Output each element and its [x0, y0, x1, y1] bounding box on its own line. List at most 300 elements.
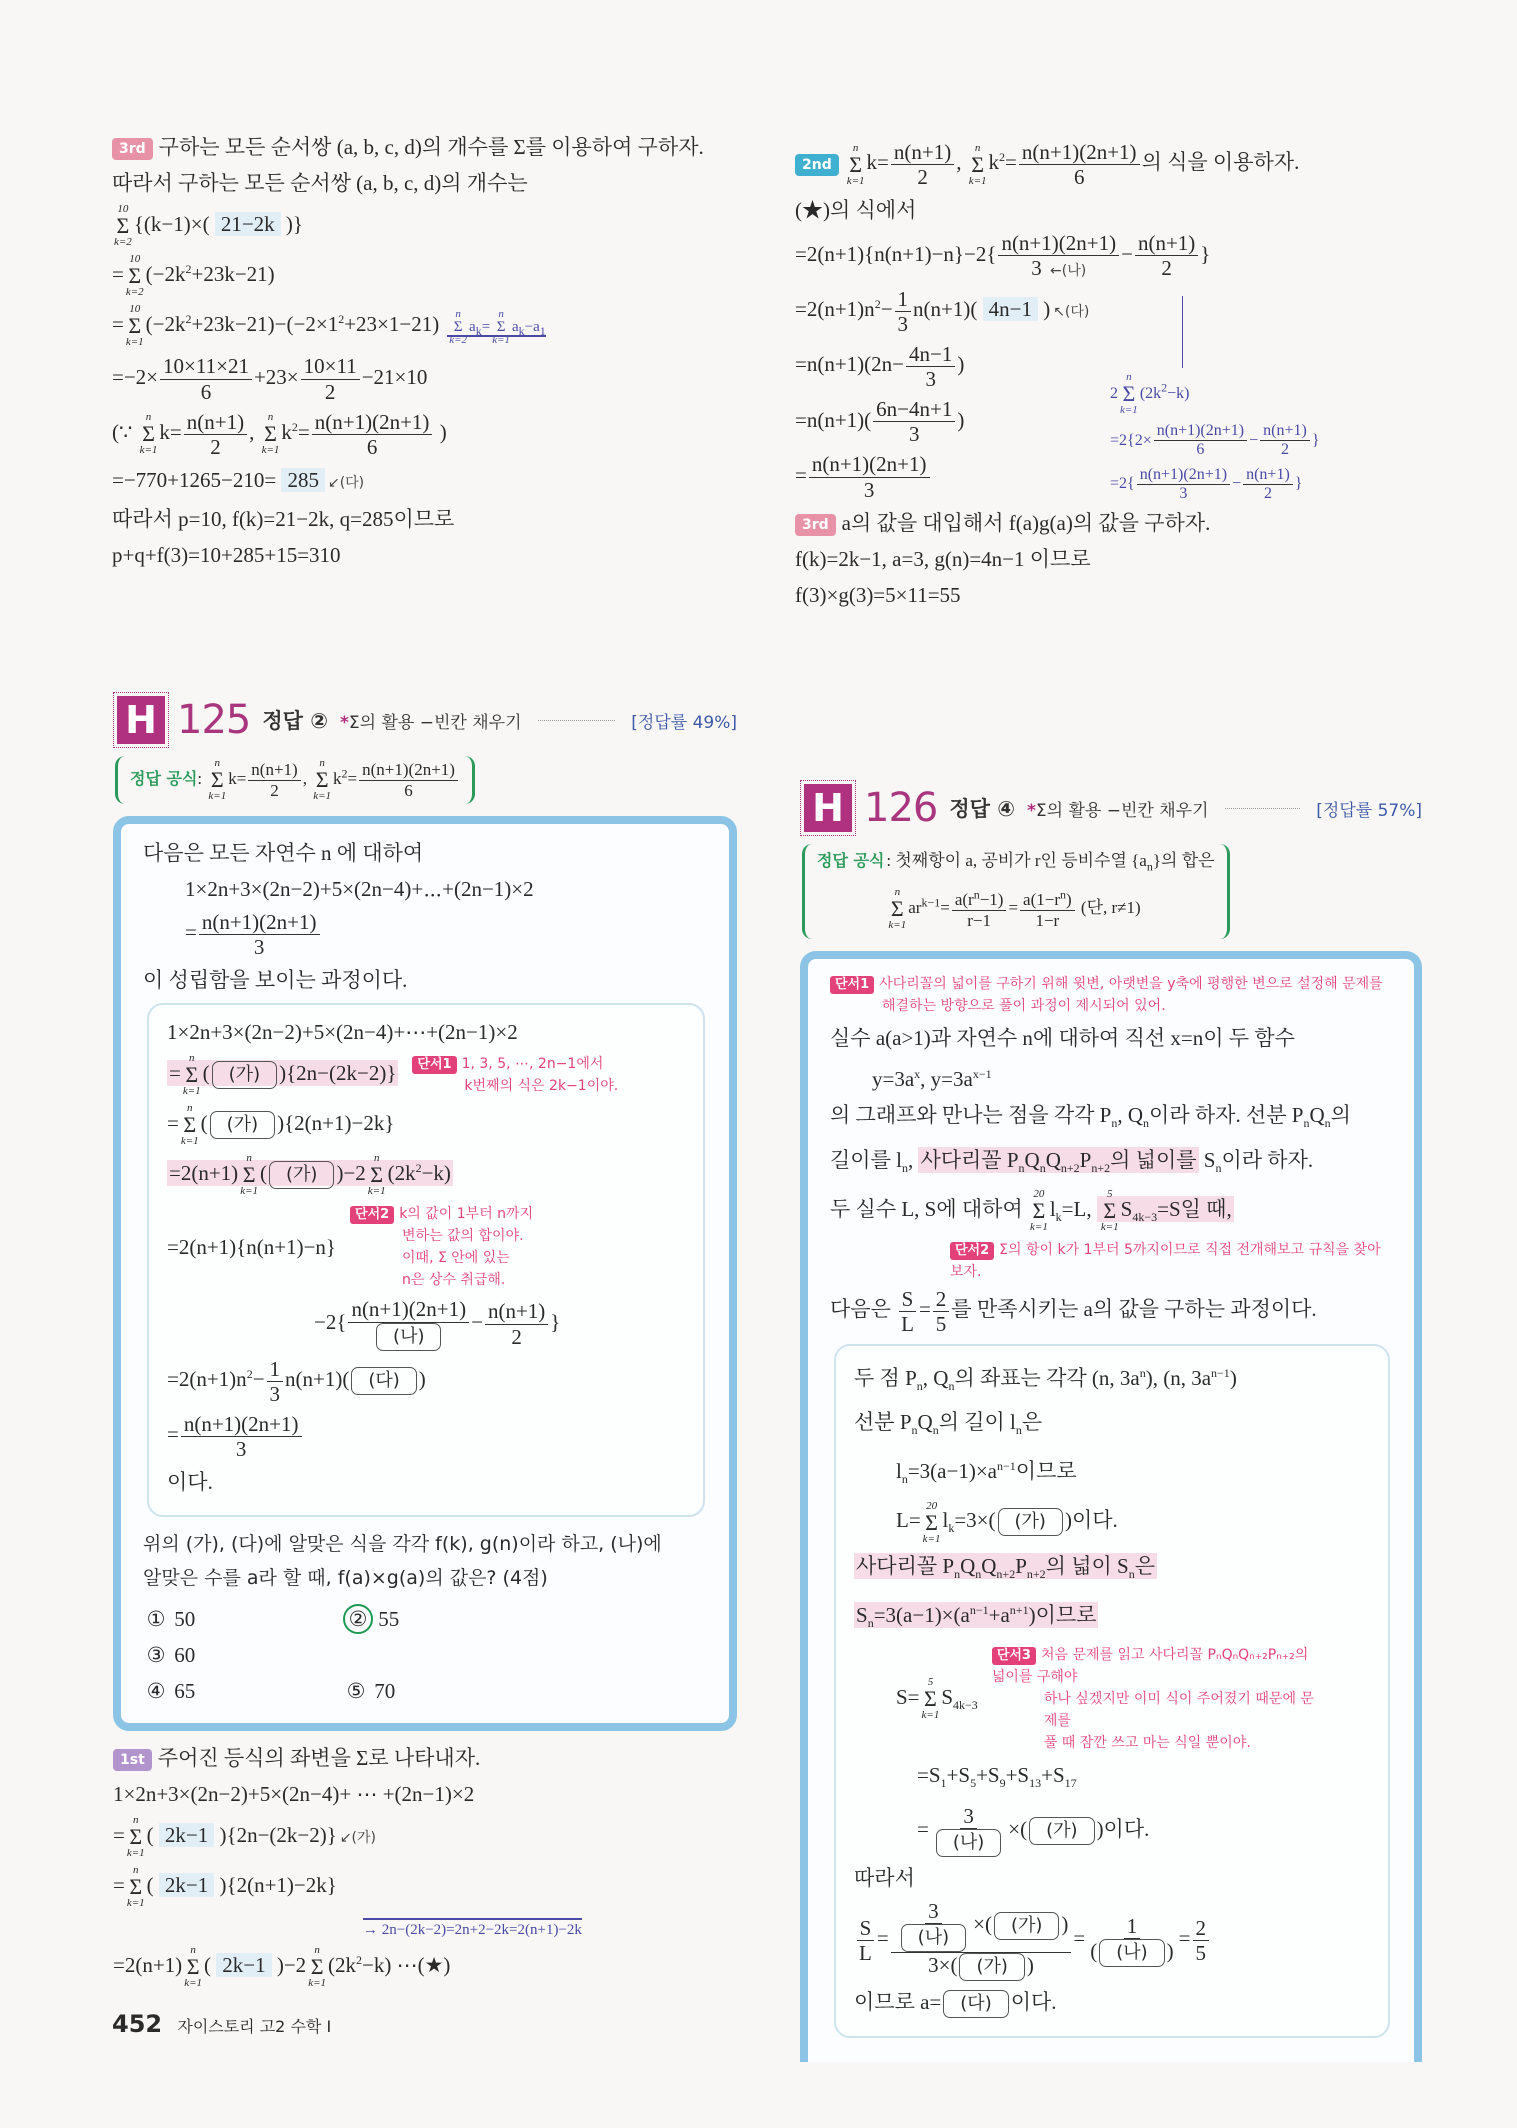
fraction — [1154, 422, 1247, 460]
answer-option[interactable] — [143, 1601, 343, 1637]
math-text: n(n+1) — [893, 140, 952, 164]
math-text: ) — [957, 407, 965, 432]
subscript: n — [1015, 1423, 1022, 1438]
math-text: 6 — [1196, 441, 1205, 459]
math-text: k — [281, 420, 292, 445]
answer-formula-126 — [802, 844, 1230, 939]
math-text: n(n+1) — [1263, 422, 1307, 439]
math-text: 이므로 a= — [854, 1990, 942, 2015]
math-text: 의 길이 l — [938, 1410, 1016, 1435]
fraction — [1019, 140, 1140, 189]
math-text: p+q+f(3)=10+285+15=310 — [112, 542, 341, 567]
sum-lower: k=1 — [968, 174, 987, 187]
math-line — [854, 1644, 1370, 1754]
numerator — [267, 1357, 284, 1382]
math-text: +S — [946, 1762, 971, 1787]
sum-upper: n — [133, 1864, 139, 1877]
math-content — [795, 547, 1091, 571]
hint-line — [992, 1644, 1322, 1688]
sum-upper: 10 — [117, 203, 129, 215]
math-content — [854, 1602, 1098, 1628]
blank-box: (나) — [936, 1829, 1001, 1857]
math-text: Q — [960, 1553, 976, 1578]
math-content — [1110, 422, 1320, 459]
answer-highlight: 2k−1 — [216, 1953, 271, 1977]
math-text: ( — [146, 1872, 159, 1897]
math-group — [112, 468, 364, 492]
math-text: ) — [1037, 297, 1051, 322]
numerator — [899, 1287, 917, 1312]
math-text: +23k−21)−(−2×1 — [191, 312, 339, 337]
subscript: n — [1039, 1160, 1046, 1175]
math-line — [112, 504, 752, 534]
math-text: n(n+1)(2n+1) — [362, 759, 455, 779]
denominator — [198, 380, 215, 404]
math-text: L= — [854, 1508, 921, 1533]
correct-rate: [정답률 49%] — [631, 712, 737, 733]
math-text: , y=3a — [920, 1067, 973, 1092]
math-group — [113, 1864, 337, 1910]
math-group — [854, 1602, 1098, 1628]
sigma-icon: Σ — [370, 1162, 384, 1188]
math-text: )} — [280, 211, 303, 236]
math-text: ar — [908, 898, 922, 918]
math-text: ) — [434, 420, 447, 445]
math-group — [363, 1922, 582, 1938]
hint-line — [830, 995, 1394, 1017]
math-group — [112, 171, 528, 195]
hint-text: Σ의 항이 k가 1부터 5까지이므로 직접 전개해보고 규칙을 찾아보자. — [950, 1241, 1381, 1280]
math-text: 1 — [897, 286, 909, 311]
sum-upper: 5 — [927, 1675, 934, 1688]
math-text: (−2k — [145, 312, 186, 337]
hint-2 — [950, 1239, 1394, 1283]
subscript: n — [1128, 1566, 1135, 1581]
math-text: a의 값을 대입해서 f(a)g(a)의 값을 구하자. — [841, 510, 1211, 535]
math-text: = — [167, 1422, 179, 1447]
math-text: = — [795, 462, 807, 487]
sum-lower: k=1 — [1030, 1220, 1048, 1233]
sum-lower: k=1 — [921, 1708, 940, 1721]
math-text: n(n+1) — [186, 409, 245, 434]
pink-highlight — [167, 1152, 453, 1198]
sigma-icon: Σ — [1032, 1197, 1046, 1223]
sum-upper: n — [189, 1052, 195, 1065]
math-group — [112, 409, 447, 459]
math-group — [854, 1804, 1150, 1854]
math-content — [854, 1410, 1043, 1438]
math-text: k — [988, 150, 1000, 175]
h-badge: H — [117, 696, 165, 744]
math-line — [113, 1815, 737, 1859]
math-content — [167, 1232, 336, 1262]
pink-highlight — [854, 1602, 1098, 1628]
denominator — [508, 1325, 525, 1349]
answer-label: 정답 ② — [262, 709, 329, 733]
math-group — [447, 308, 546, 347]
sigma-icon: Σ — [129, 1824, 143, 1850]
sum-upper: 20 — [1033, 1187, 1045, 1200]
subscript: n — [954, 1566, 961, 1581]
math-group — [169, 1152, 451, 1198]
subscript: n — [901, 1160, 908, 1175]
denominator — [898, 1312, 917, 1336]
numerator — [248, 760, 300, 781]
answer-option[interactable] — [143, 1673, 343, 1709]
math-line — [167, 1203, 685, 1291]
hint-text: 이때, Σ 안에 있는 — [402, 1250, 510, 1267]
subscript: k — [475, 324, 482, 339]
math-text: =2(n+1) — [169, 1161, 239, 1186]
math-content — [113, 1782, 474, 1806]
math-content — [795, 140, 1300, 190]
sum-upper: n — [894, 886, 901, 899]
subscript: n — [1146, 859, 1153, 874]
math-group — [830, 1147, 1314, 1175]
fraction — [359, 760, 458, 800]
math-line — [112, 254, 752, 298]
math-content — [167, 1152, 453, 1198]
sum-lower: k=1 — [182, 1085, 201, 1098]
math-group — [113, 1944, 451, 1990]
math-text: : 첫째항이 a, 공비가 r인 등비수열 {a — [886, 851, 1147, 870]
denominator — [267, 1382, 284, 1406]
math-text: 3 — [235, 1437, 247, 1462]
math-text: 10×11 — [303, 354, 357, 379]
problem-125-header — [113, 692, 737, 748]
math-text: = — [481, 319, 491, 336]
math-text: 4n−1 — [909, 341, 953, 366]
h-badge: H — [804, 784, 852, 832]
numerator — [301, 354, 360, 379]
math-text: y=3a — [830, 1067, 915, 1092]
math-text: n(n+1)(2n+1) — [1156, 422, 1245, 439]
math-text: } — [1200, 241, 1211, 266]
fraction — [998, 231, 1119, 280]
sigma-icon: Σ — [890, 896, 904, 922]
math-group — [167, 1356, 426, 1406]
fraction — [896, 1899, 971, 1952]
sigma-icon: Σ — [924, 1685, 937, 1711]
math-group — [112, 135, 704, 159]
sum-lower: k=1 — [846, 174, 865, 187]
numerator — [891, 1899, 1072, 1953]
pink-highlight — [167, 1052, 398, 1098]
math-text: 3 — [963, 1804, 974, 1829]
math-line — [112, 304, 752, 348]
math-group — [1090, 1939, 1173, 1963]
math-group — [795, 452, 932, 502]
math-text: 3 — [909, 422, 920, 447]
math-content — [854, 1553, 1157, 1579]
hint-text: 사다리꼴의 넓이를 구하기 위해 윗변, 아랫변을 y축에 평행한 변으로 설정해 문제를 — [879, 976, 1383, 993]
sigma-sum — [126, 254, 144, 298]
numerator — [1193, 1916, 1210, 1941]
star-icon: * — [340, 712, 349, 733]
sum-upper: n — [145, 411, 152, 424]
pink-highlight — [918, 1147, 1198, 1173]
math-text: r−1 — [967, 910, 991, 930]
numerator — [1124, 1914, 1141, 1939]
annotation: ↙(다) — [327, 474, 365, 491]
numerator — [809, 452, 930, 477]
denominator — [925, 1953, 1037, 1981]
option-number: ③ — [146, 1643, 166, 1668]
problem-126-process-box — [834, 1344, 1390, 2038]
fraction — [348, 1297, 469, 1350]
sigma-icon: Σ — [453, 319, 463, 336]
fraction — [1137, 466, 1230, 504]
math-line — [1110, 466, 1420, 504]
math-text: = — [854, 1816, 929, 1841]
hint-line — [350, 1203, 533, 1225]
math-group — [920, 1147, 1197, 1175]
math-text: ) — [1166, 1938, 1174, 1963]
math-line — [830, 1023, 1394, 1053]
sigma-icon: Σ — [183, 1112, 197, 1138]
math-text: 1×2n+3×(2n−2)+5×(2n−4)+⋯+(2n−1)×2 — [143, 877, 534, 901]
fraction — [485, 1299, 548, 1348]
math-text: , — [302, 768, 312, 788]
math-group — [143, 968, 407, 992]
math-text: Q — [981, 1553, 997, 1578]
problem-126-header — [800, 780, 1422, 836]
math-text: ( — [200, 1111, 208, 1136]
math-text: )이므로 — [1028, 1602, 1097, 1627]
math-text: = — [143, 920, 197, 945]
math-text: 선분 P — [854, 1410, 912, 1435]
formula-label: 정답 공식 — [817, 851, 885, 870]
superscript: 2 — [246, 1367, 253, 1382]
math-line — [167, 1467, 685, 1497]
sigma-sum — [140, 412, 158, 456]
sum-upper: 10 — [129, 253, 141, 266]
denominator — [922, 367, 939, 391]
math-content — [113, 1746, 480, 1770]
math-line — [112, 168, 752, 198]
math-line — [854, 1760, 1370, 1798]
math-line — [113, 1865, 737, 1909]
fraction — [931, 1804, 1006, 1857]
fraction — [184, 410, 247, 459]
math-text: n(n+1)( — [913, 297, 983, 322]
denominator — [322, 380, 339, 404]
math-content — [167, 1411, 304, 1462]
superscript: n−1 — [969, 1602, 989, 1617]
problem-number: 125 — [177, 697, 251, 743]
hint-note — [992, 1644, 1322, 1754]
sum-upper: n — [852, 141, 859, 154]
subscript: n — [948, 1379, 955, 1394]
fraction — [809, 452, 930, 501]
subscript: n — [916, 1379, 923, 1394]
math-line — [112, 410, 752, 459]
math-line — [167, 1153, 685, 1197]
sigma-icon: Σ — [186, 1954, 200, 1980]
sum-lower: k=1 — [1100, 1220, 1119, 1233]
hint-tag: 단서3 — [992, 1647, 1036, 1665]
math-text: f(k)=2k−1, a=3, g(n)=4n−1 이므로 — [795, 546, 1091, 571]
denominator — [1032, 911, 1062, 931]
fraction — [906, 342, 955, 391]
math-group — [854, 1459, 1077, 1487]
problem-125-process-box — [147, 1003, 705, 1517]
math-line — [795, 287, 1435, 336]
math-text: =3(a−1)×a — [907, 1459, 998, 1484]
math-text: f(3)×g(3)=5×11=55 — [795, 582, 961, 607]
hint-text: n은 상수 취급해. — [402, 1272, 506, 1289]
denominator — [401, 781, 416, 801]
subscript: n — [1324, 1116, 1331, 1131]
superscript: n−1 — [997, 1459, 1016, 1474]
hint-tag: 단서1 — [830, 976, 874, 994]
math-group — [854, 1762, 1077, 1791]
math-group — [886, 851, 1215, 874]
topic — [340, 708, 521, 733]
numerator — [925, 1899, 942, 1924]
math-text: 3 — [269, 1381, 281, 1406]
math-text: l — [1049, 1196, 1056, 1221]
math-text: 3 — [1031, 256, 1048, 281]
math-content — [167, 1356, 426, 1406]
math-text: 이므로 — [1015, 1459, 1077, 1484]
subscript: n+2 — [1026, 1566, 1046, 1581]
math-text: 구하는 모든 순서쌍 (a, b, c, d)의 개수를 Σ를 이용하여 구하자. — [158, 135, 704, 159]
fraction — [301, 354, 360, 403]
math-line — [112, 132, 752, 162]
math-text: S — [1198, 1147, 1216, 1172]
math-text: S — [856, 1602, 868, 1627]
math-line — [854, 1358, 1370, 1401]
hint-text: 하나 싶겠지만 이미 식이 주어졌기 때문에 문제를 — [1043, 1690, 1314, 1729]
hint-line — [350, 1247, 533, 1269]
math-line — [1110, 422, 1420, 460]
math-text: 3 — [1179, 485, 1188, 503]
math-text: =2(n+1)n — [167, 1367, 247, 1392]
math-group — [795, 397, 965, 447]
denominator — [914, 165, 931, 189]
denominator — [906, 422, 923, 446]
math-text: 6n−4n+1 — [876, 397, 953, 422]
math-text: → 2n−(2k−2)=2n+2−2k=2(n+1)−2k — [363, 1922, 582, 1939]
fraction — [898, 1287, 917, 1336]
topic-text: Σ의 활용 −빈칸 채우기 — [1035, 800, 1209, 821]
math-line — [854, 1804, 1370, 1857]
superscript: n — [1139, 1366, 1146, 1381]
math-text: 두 실수 L, S에 대하여 — [830, 1196, 1029, 1221]
numerator — [1135, 231, 1198, 256]
math-text: k= — [866, 150, 889, 175]
math-text: = — [113, 1822, 125, 1847]
sum-lower: k=1 — [240, 1185, 258, 1198]
fraction — [160, 354, 252, 403]
math-line — [854, 1407, 1370, 1445]
math-text: =L, — [1061, 1196, 1097, 1221]
option-value: 70 — [369, 1679, 396, 1704]
pink-highlight — [1097, 1187, 1234, 1233]
subscript: 5 — [970, 1776, 977, 1791]
hint-text: 해결하는 방향으로 풀이 과정이 제시되어 있어. — [882, 998, 1166, 1015]
math-content — [886, 886, 1141, 932]
fraction — [181, 1412, 302, 1461]
math-text: ) — [957, 352, 965, 377]
sum-upper: n — [190, 1944, 196, 1957]
math-line — [854, 1595, 1370, 1638]
numerator — [873, 397, 955, 422]
math-text: −k) ⋯(★) — [362, 1953, 451, 1978]
math-text: 의 그래프와 만나는 점을 각각 P — [830, 1103, 1112, 1128]
step-badge: 3rd — [112, 138, 153, 160]
math-text: n(n+1)(2n+1) — [201, 910, 317, 934]
math-text: ){2n−(2k−2)} — [279, 1061, 397, 1086]
denominator — [1028, 256, 1089, 280]
math-text: 은 — [1134, 1553, 1156, 1578]
math-group — [795, 140, 1300, 190]
fraction — [248, 760, 300, 800]
math-group — [112, 303, 546, 349]
math-group — [856, 1602, 1097, 1630]
fraction — [1087, 1914, 1176, 1967]
math-line — [795, 231, 1435, 280]
superscript: 2 — [1161, 380, 1168, 395]
fraction — [873, 397, 955, 446]
option-number: ⑤ — [346, 1679, 366, 1704]
math-text: 이라 하자. 선분 P — [1149, 1103, 1304, 1128]
sigma-sum — [240, 1153, 258, 1197]
math-text: , Q — [922, 1366, 949, 1391]
fraction — [1135, 231, 1198, 280]
math-text: (★)의 식에서 — [795, 198, 917, 223]
math-text: 2 — [1110, 384, 1118, 402]
sigma-icon: Σ — [849, 151, 863, 177]
sum-lower: k=1 — [308, 1977, 326, 1990]
subscript: k — [948, 1521, 955, 1536]
answer-option[interactable] — [143, 1637, 343, 1673]
math-content — [112, 203, 303, 248]
sum-lower: k=1 — [208, 790, 227, 802]
math-content — [854, 1990, 1057, 2014]
math-content — [854, 1866, 915, 1890]
math-content — [830, 1026, 1295, 1050]
question — [143, 1527, 709, 1595]
math-line — [1110, 372, 1420, 416]
blank-box: (가) — [1029, 1817, 1094, 1845]
math-text: P — [1079, 1147, 1092, 1172]
math-text: =−770+1265−210= — [112, 467, 282, 492]
math-text: = — [112, 312, 124, 337]
math-content — [830, 1103, 1351, 1131]
math-group — [167, 1102, 395, 1148]
math-content — [167, 1470, 213, 1494]
math-text: 6 — [404, 780, 413, 800]
sum-upper: 20 — [926, 1499, 938, 1512]
math-content — [1110, 465, 1303, 503]
math-text: 실수 a(a>1)과 자연수 n에 대하여 직선 x=n이 두 함수 — [830, 1026, 1295, 1051]
problem-126-text — [830, 1023, 1394, 1232]
math-text: ) — [1229, 1366, 1237, 1391]
math-text: − — [1249, 431, 1259, 449]
answer-option[interactable] — [343, 1601, 543, 1637]
math-text: − — [1232, 475, 1242, 493]
math-content — [1110, 371, 1190, 416]
hint-text: 풀 때 잠깐 쓰고 마는 식일 뿐이야. — [1043, 1734, 1251, 1751]
math-text: 의 — [1330, 1103, 1351, 1128]
math-group — [795, 583, 961, 607]
sum-lower: k=2 — [449, 334, 468, 347]
answer-option[interactable] — [343, 1673, 543, 1709]
fraction — [856, 1916, 875, 1965]
math-text: 3 — [897, 311, 909, 336]
